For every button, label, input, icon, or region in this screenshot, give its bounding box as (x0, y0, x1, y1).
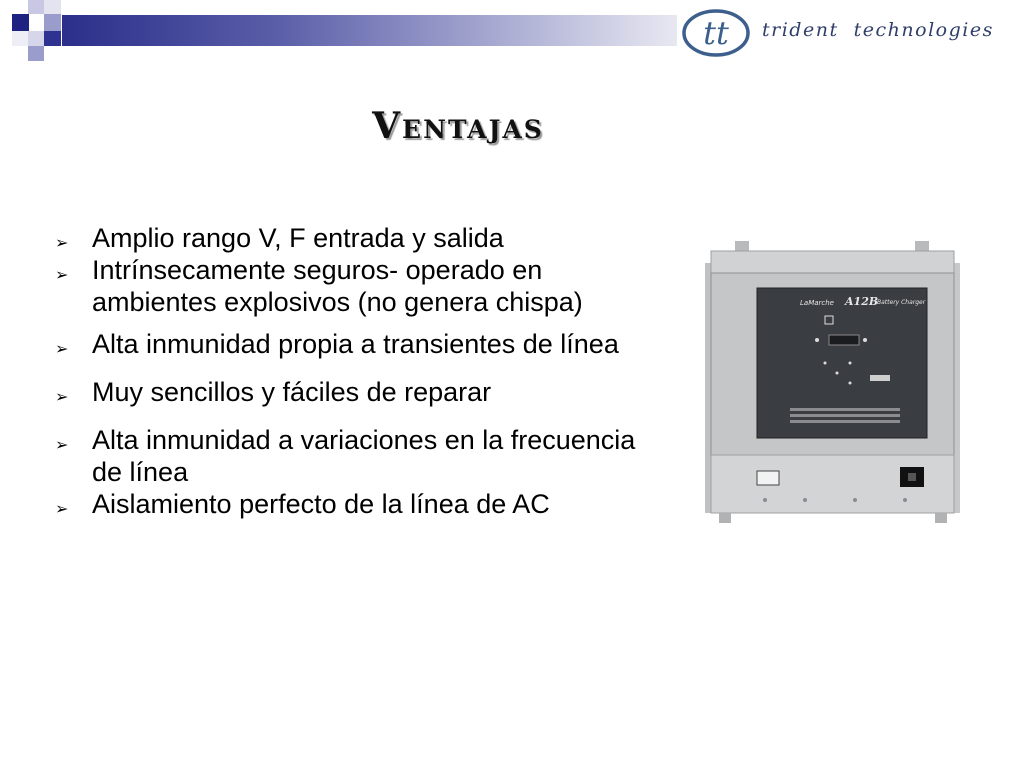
panel-label: Battery Charger (877, 299, 926, 306)
panel-model: A12B (845, 295, 879, 308)
decor-square (44, 14, 61, 31)
bullet-item (55, 376, 645, 408)
decor-square (28, 31, 44, 46)
decor-square (12, 14, 29, 31)
decor-square (44, 0, 61, 14)
arrow-bullet-icon: ➢ (55, 341, 69, 358)
bullet-text: Alta inmunidad a variaciones en la frecuencia de línea (92, 425, 636, 487)
header-gradient-bar (62, 15, 677, 46)
bullet-item (55, 424, 645, 488)
decor-square (44, 31, 61, 46)
logo-mark-icon (680, 6, 752, 58)
battery-charger-photo (705, 233, 960, 548)
decor-square (12, 31, 28, 46)
logo-text: trident technologies (762, 19, 994, 41)
header-bar (0, 0, 1024, 62)
logo-mark-text: tt (703, 14, 729, 52)
decor-square (28, 46, 44, 61)
bullet-item (55, 254, 645, 318)
bullet-item (55, 328, 645, 360)
arrow-bullet-icon: ➢ (55, 501, 69, 518)
bullet-text: Aislamiento perfecto de la línea de AC (92, 489, 550, 519)
bullet-text: Muy sencillos y fáciles de reparar (92, 377, 492, 407)
bullet-item (55, 222, 645, 254)
bullet-text: Amplio rango V, F entrada y salida (92, 223, 504, 253)
battery-charger-image (705, 233, 960, 548)
decor-square (28, 0, 44, 14)
bullet-text: Alta inmunidad propia a transientes de línea (92, 329, 619, 359)
bullet-item (55, 488, 645, 520)
bullet-list (55, 222, 645, 520)
arrow-bullet-icon: ➢ (55, 389, 69, 406)
company-logo (680, 4, 1020, 60)
arrow-bullet-icon: ➢ (55, 235, 69, 252)
arrow-bullet-icon: ➢ (55, 267, 69, 284)
bullet-text: Intrínsecamente seguros- operado en ambientes explosivos (no genera chispa) (92, 255, 583, 317)
arrow-bullet-icon: ➢ (55, 437, 69, 454)
panel-brand: LaMarche (800, 299, 834, 307)
slide-title: Ventajas (372, 105, 544, 147)
